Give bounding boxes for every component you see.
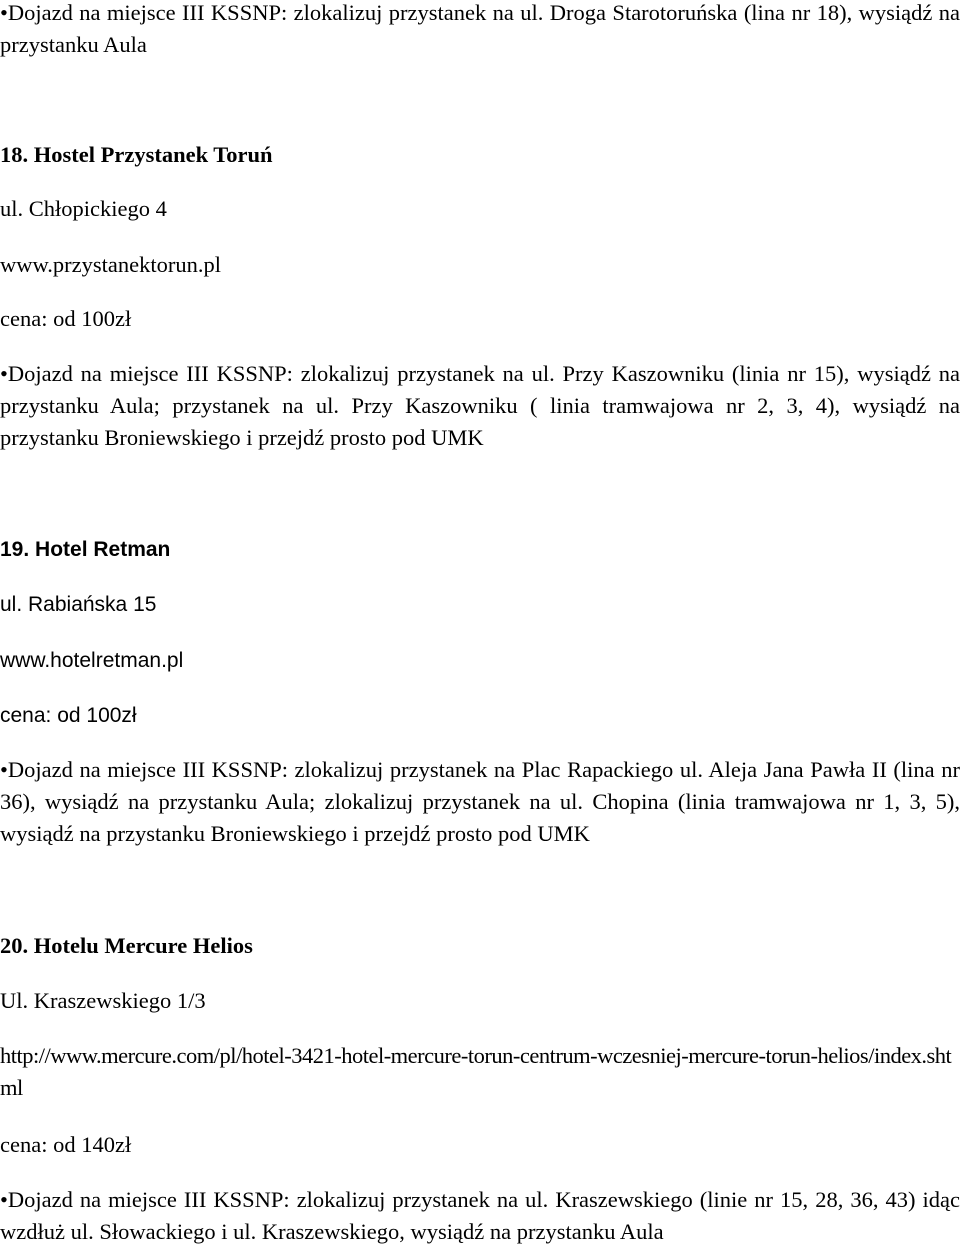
hotel-address: ul. Chłopickiego 4 <box>0 196 167 221</box>
intro-directions: • Dojazd na miejsce III KSSNP: zlokalizuj przystanek na ul. Droga Starotoruńska (lina nr 18), wysiądź na przystanku Aula <box>0 0 960 61</box>
hotel-price: cena: od 140zł <box>0 1132 132 1157</box>
hotel-title: 19. Hotel Retman <box>0 538 171 561</box>
hotel-price: cena: od 100zł <box>0 704 137 727</box>
hotel-directions: • Dojazd na miejsce III KSSNP: zlokalizuj przystanek na ul. Kraszewskiego (linie nr 15, 28, 36, 43) idąc wzdłuż ul. Słowackiego i ul. Kraszewskiego, wysiądź na przystanku Aula <box>0 1184 960 1248</box>
hotel-price: cena: od 100zł <box>0 306 132 331</box>
hotel-directions: • Dojazd na miejsce III KSSNP: zlokalizuj przystanek na Plac Rapackiego ul. Aleja Jana Pawła II (lina nr 36), wysiądź na przystanku Aula; zlokalizuj przystanek na ul. Chopina (linia tramwajowa nr 1, 3, 5), wysiądź na przystanku Broniewskiego i przejdź prosto pod UMK <box>0 754 960 850</box>
hotel-address: Ul. Kraszewskiego 1/3 <box>0 988 206 1013</box>
hotel-website-link[interactable]: http://www.mercure.com/pl/hotel-3421-hotel-mercure-torun-centrum-wczesniej-mercure-torun-helios/index.shtml <box>0 1043 952 1100</box>
hotel-directions: • Dojazd na miejsce III KSSNP: zlokalizuj przystanek na ul. Przy Kaszowniku (linia nr 15), wysiądź na przystanku Aula; przystanek na ul. Przy Kaszowniku ( linia tramwajowa nr 2, 3, 4), wysiądź na przystanku Broniewskiego i przejdź prosto pod UMK <box>0 358 960 454</box>
hotel-title: 18. Hostel Przystanek Toruń <box>0 142 273 167</box>
hotel-website-link[interactable]: www.hotelretman.pl <box>0 649 184 672</box>
hotel-address: ul. Rabiańska 15 <box>0 593 157 616</box>
hotel-title: 20. Hotelu Mercure Helios <box>0 933 253 958</box>
hotel-website-link[interactable]: www.przystanektorun.pl <box>0 252 221 277</box>
